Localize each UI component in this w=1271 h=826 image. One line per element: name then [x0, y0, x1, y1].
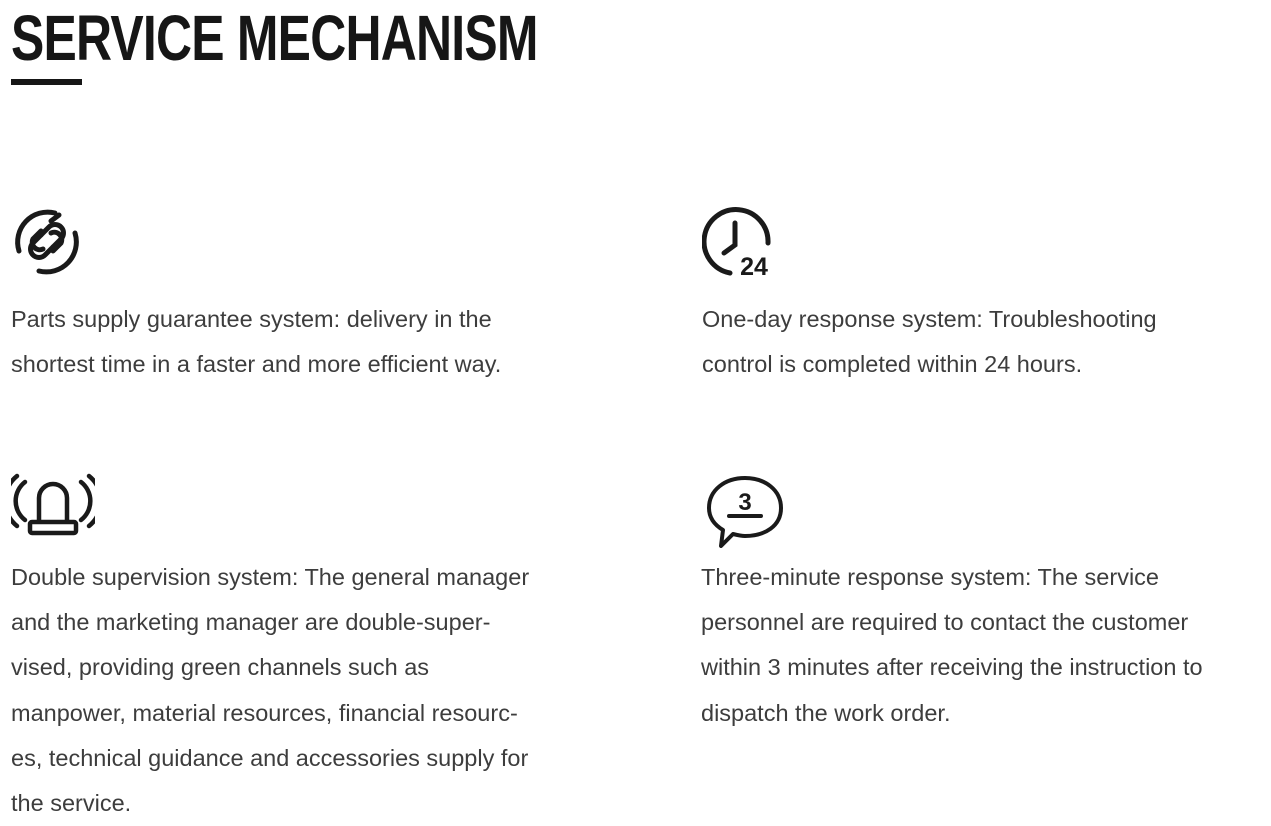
clock-24-icon [702, 205, 774, 277]
text-line: Three-minute response system: The service [701, 564, 1159, 590]
service-card-three-minute-response [701, 472, 1261, 742]
service-card-text [11, 555, 529, 826]
text-line: One-day response system: Troubleshooting [702, 306, 1157, 332]
text-line: the service. [11, 790, 132, 817]
text-line: personnel are required to contact the customer [701, 609, 1189, 636]
service-card-text [11, 297, 501, 387]
text-line: shortest time in a faster and more efficient way. [11, 351, 502, 378]
service-card-text [702, 297, 1157, 387]
alarm-light-icon [11, 472, 83, 544]
service-card-one-day-response [702, 205, 1262, 405]
text-line: Double supervision system: The general manager [11, 564, 530, 590]
title-underline [11, 79, 82, 85]
text-line: manpower, material resources, financial resourc- [11, 699, 518, 726]
text-line: and the marketing manager are double-super- [11, 609, 491, 636]
text-line: within 3 minutes after receiving the instruction to [701, 654, 1203, 681]
text-line: dispatch the work order. [701, 699, 951, 726]
text-line: es, technical guidance and accessories supply for [11, 744, 529, 771]
page-title: SERVICE MECHANISM [11, 2, 538, 74]
text-line: vised, providing green channels such as [11, 654, 430, 681]
svg-text:3: 3 [738, 489, 752, 516]
text-line: Parts supply guarantee system: delivery in the [11, 306, 492, 332]
service-card-parts-supply [11, 205, 631, 405]
svg-text:24: 24 [740, 253, 768, 277]
service-card-double-supervision [11, 472, 631, 818]
text-line: control is completed within 24 hours. [702, 351, 1083, 378]
service-card-text [701, 555, 1203, 736]
link-icon [11, 205, 83, 277]
chat-bubble-3-icon [701, 472, 773, 544]
